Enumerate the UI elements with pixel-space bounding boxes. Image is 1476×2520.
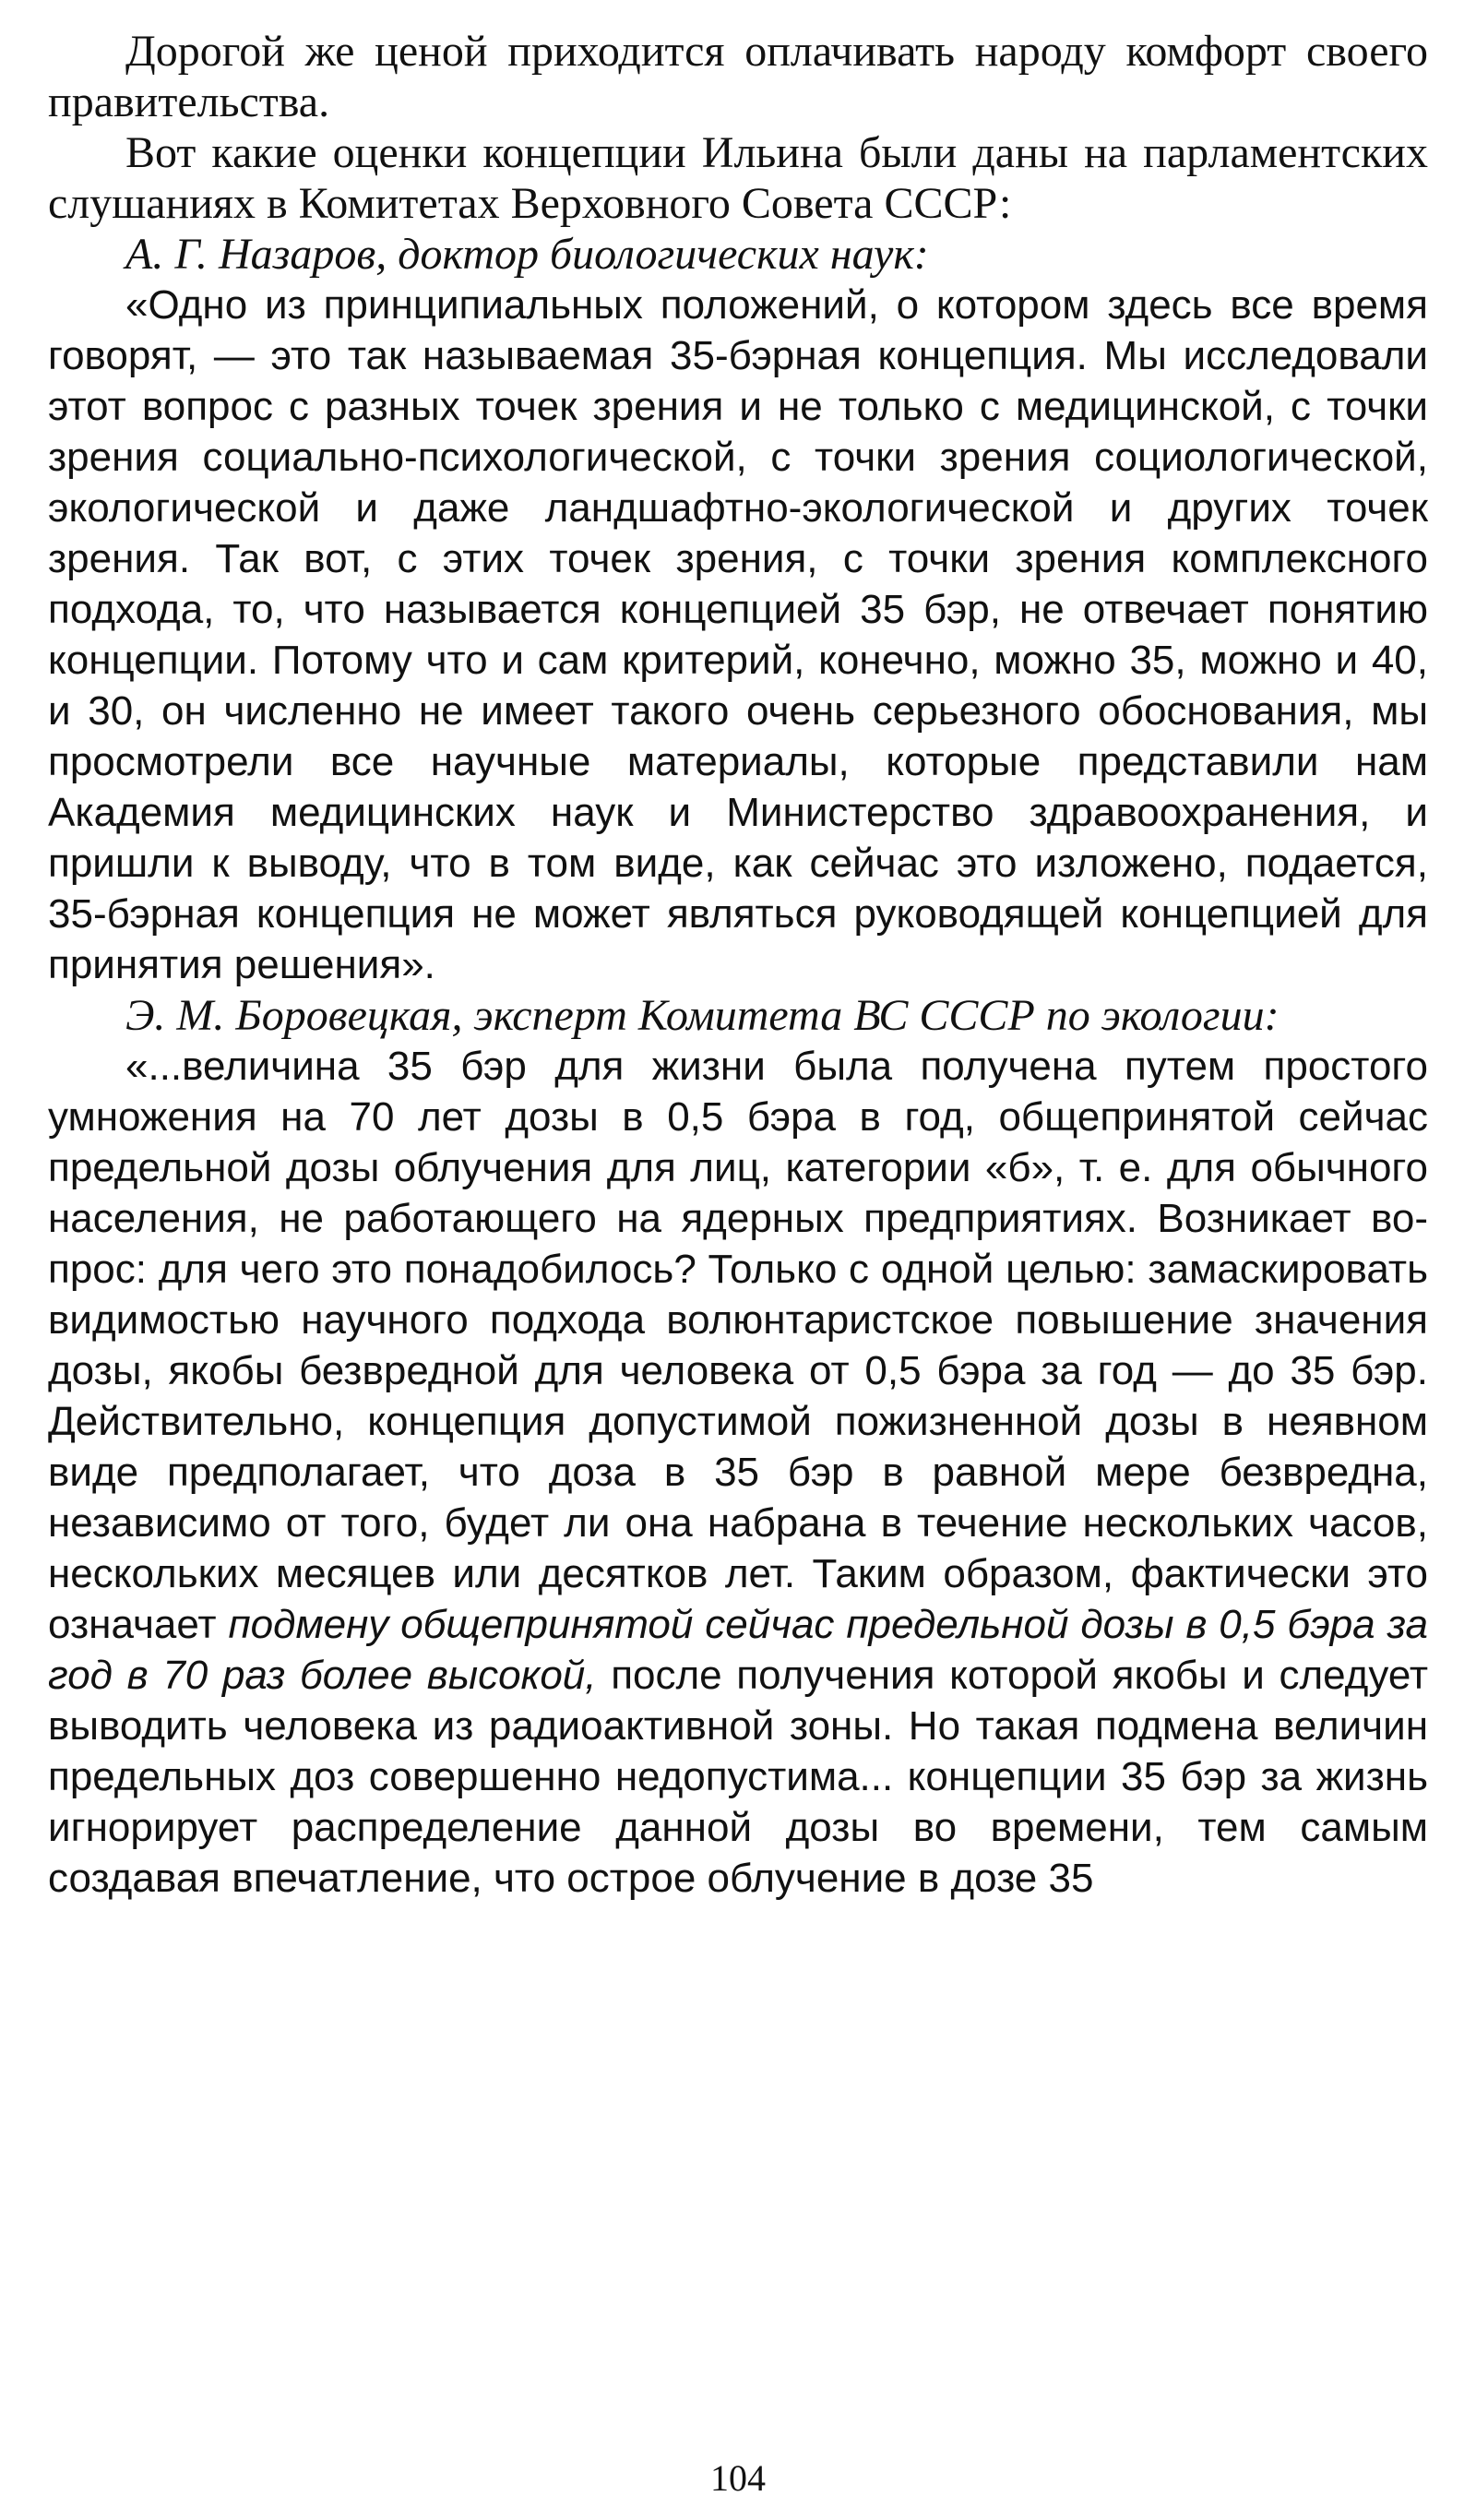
page-number: 104 (710, 2457, 766, 2499)
quote-borovetskaya-part1: «...величина 35 бэр для жизни была получена путем простого умножения на 70 лет дозы в 0,5 бэра в год, общепринятой сейчас предельной дозы облучения для лиц, категории «б», т. е. для обычного населения, не работающего на ядерных предприятиях. Возникает вопрос: для чего это понадобилось? Только с одной целью: замаскировать видимостью научного подхода волюнтаристское повышение значения дозы, якобы безвредной для человека от 0,5 бэра за год — до 35 бэр. Действительно, концепция допустимой пожизненной дозы в неявном виде предполагает, что доза в 35 бэр в равной мере безвредна, независимо от того, будет ли она набрана в течение нескольких часов, нескольких месяцев или десятков лет. Таким образом, фактически это означает (48, 1044, 1428, 1647)
quote-nazarov: «Одно из принципиальных положений, о котором здесь все время говорят, — это так называемая 35-бэрная концепция. Мы исследовали этот вопрос с разных точек зрения и не только с медицинской, с точки зрения социально-психологической, с точки зрения социологической, экологической и даже ландшафтно-экологической и других точек зрения. Так вот, с этих точек зрения, с точки зрения комплексного подхода, то, что называется концепцией 35 бэр, не отвечает понятию концепции. Потому что и сам критерий, конечно, можно 35, можно и 40, и 30, он численно не имеет такого очень серьезного обоснования, мы просмотрели все научные материалы, которые представили нам Академия медицинских наук и Министерство здравоохранения, и пришли к выводу, что в том виде, как сейчас это изложено, подается, 35-бэрная концепция не может являться руководящей концепцией для принятия решения». (48, 282, 1428, 987)
quote-borovetskaya (48, 1041, 1428, 1904)
speaker-borovetskaya: Э. М. Боровецкая, эксперт Комитета ВС СССР по экологии: (125, 991, 1280, 1040)
book-page (48, 26, 1428, 1904)
paragraph-hearings: Вот какие оценки концепции Ильина были даны на парламентских слушаниях в Комитетах Верховного Совета СССР: (48, 128, 1428, 228)
paragraph-comfort: Дорогой же ценой приходится оплачивать народу комфорт своего правительства. (48, 27, 1428, 126)
quote-borovetskaya-part2: после получения которой якобы и следует выводить человека из радиоактивной зоны. Но такая подмена величин предельных доз совершенно недопустима... концепции 35 бэр за жизнь игнорирует распределение данной дозы во времени, тем самым создавая впечатление, что острое облучение в дозе 35 (48, 1653, 1428, 1901)
quote-borovetskaya-emphasis: подмену общепринятой сейчас предельной дозы в 0,5 бэра за год в 70 раз более высокой, (48, 1602, 1428, 1698)
speaker-nazarov: А. Г. Назаров, доктор биологических наук: (125, 230, 929, 279)
